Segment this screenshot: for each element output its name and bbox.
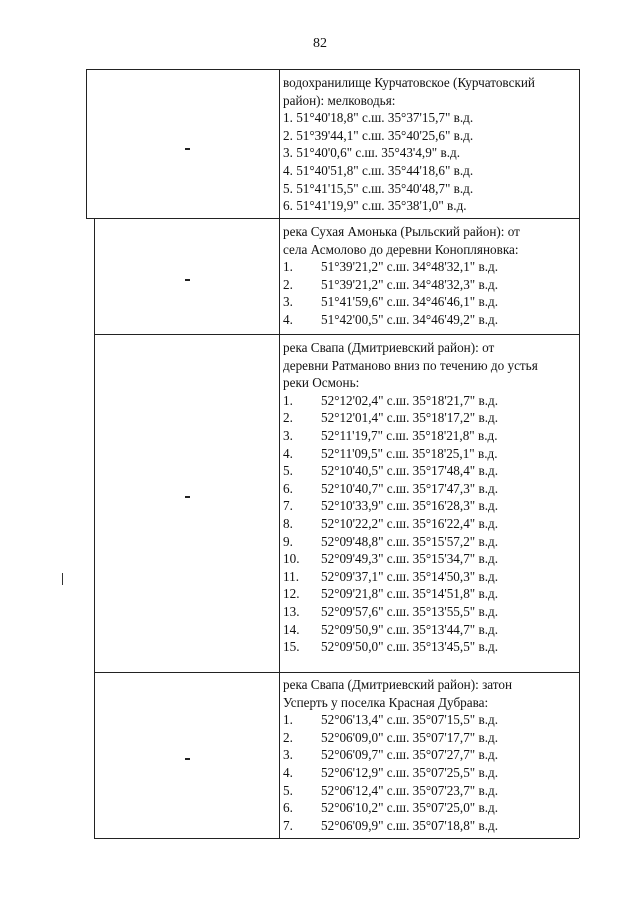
point-number: 1. [283, 110, 293, 126]
table-left-border [86, 69, 87, 219]
point-number: 5. [283, 180, 293, 196]
point-number: 3. [283, 294, 293, 310]
point-number: 3. [283, 145, 293, 161]
list-item [283, 127, 579, 145]
point-number: 4. [283, 764, 293, 780]
point-coordinate: 52°10'40,5" с.ш. 35°17'48,4" в.д. [321, 463, 498, 479]
point-number: 10. [283, 551, 300, 567]
row-title-line: деревни Ратманово вниз по течению до устья [283, 357, 538, 373]
list-item [283, 746, 579, 764]
point-coordinate: 52°09'57,6" с.ш. 35°13'55,5" в.д. [321, 603, 498, 619]
row-4-content [283, 676, 579, 834]
list-item [283, 480, 579, 498]
page-number: 82 [313, 36, 327, 51]
point-coordinate: 52°06'12,4" с.ш. 35°07'23,7" в.д. [321, 782, 498, 798]
point-coordinate: 51°42'00,5" с.ш. 34°46'49,2" в.д. [321, 311, 498, 327]
row-marker-1 [185, 148, 190, 150]
list-item [283, 497, 579, 515]
point-coordinate: 52°10'33,9" с.ш. 35°16'28,3" в.д. [321, 498, 498, 514]
list-item [283, 180, 579, 198]
list-item [283, 585, 579, 603]
point-coordinate: 51°41'15,5" с.ш. 35°40'48,7" в.д. [296, 180, 474, 196]
point-number: 4. [283, 445, 293, 461]
point-number: 1. [283, 712, 293, 728]
point-number: 1. [283, 392, 293, 408]
table-top-border [86, 69, 579, 70]
point-number: 7. [283, 498, 293, 514]
list-item [283, 764, 579, 782]
list-item [283, 533, 579, 551]
point-coordinate: 51°39'21,2" с.ш. 34°48'32,1" в.д. [321, 259, 498, 275]
list-item [283, 311, 579, 329]
point-number: 4. [283, 162, 293, 178]
point-number: 9. [283, 533, 293, 549]
point-number: 2. [283, 276, 293, 292]
list-item [283, 462, 579, 480]
list-item [283, 392, 579, 410]
list-item [283, 258, 579, 276]
point-coordinate: 51°39'44,1" с.ш. 35°40'25,6" в.д. [296, 127, 474, 143]
row-title-line: реки Осмонь: [283, 375, 360, 391]
point-coordinate: 51°41'19,9" с.ш. 35°38'1,0" в.д. [296, 198, 467, 214]
list-item [283, 427, 579, 445]
list-item [283, 621, 579, 639]
point-number: 5. [283, 782, 293, 798]
table-left-border-lower [94, 218, 95, 838]
point-coordinate: 52°10'40,7" с.ш. 35°17'47,3" в.д. [321, 480, 498, 496]
row-1-content [283, 74, 579, 215]
list-item [283, 711, 579, 729]
point-coordinate: 51°40'51,8" с.ш. 35°44'18,6" в.д. [296, 162, 474, 178]
point-coordinate: 52°09'50,9" с.ш. 35°13'44,7" в.д. [321, 621, 498, 637]
point-coordinate: 52°06'09,0" с.ш. 35°07'17,7" в.д. [321, 729, 498, 745]
point-coordinate: 52°06'12,9" с.ш. 35°07'25,5" в.д. [321, 764, 498, 780]
margin-mark [62, 573, 63, 585]
point-coordinate: 52°06'09,9" с.ш. 35°07'18,8" в.д. [321, 817, 498, 833]
point-number: 6. [283, 800, 293, 816]
row-title-line: река Свапа (Дмитриевский район): от [283, 340, 495, 355]
point-number: 14. [283, 621, 300, 637]
list-item [283, 197, 579, 215]
point-coordinate: 52°06'10,2" с.ш. 35°07'25,0" в.д. [321, 800, 498, 816]
list-item [283, 276, 579, 294]
point-number: 15. [283, 639, 300, 655]
list-item [283, 603, 579, 621]
point-number: 2. [283, 127, 293, 143]
point-number: 7. [283, 817, 293, 833]
point-number: 12. [283, 586, 300, 602]
list-item [283, 550, 579, 568]
point-number: 8. [283, 515, 293, 531]
point-coordinate: 52°09'37,1" с.ш. 35°14'50,3" в.д. [321, 568, 498, 584]
list-item [283, 409, 579, 427]
point-number: 11. [283, 568, 299, 584]
row-title-line: река Свапа (Дмитриевский район): затон [283, 677, 513, 692]
list-item [283, 109, 579, 127]
point-coordinate: 52°11'09,5" с.ш. 35°18'25,1" в.д. [321, 445, 498, 461]
table-column-divider [279, 69, 280, 838]
row-divider-3 [94, 672, 579, 673]
point-coordinate: 52°06'13,4" с.ш. 35°07'15,5" в.д. [321, 712, 498, 728]
list-item [283, 144, 579, 162]
row-marker-2 [185, 279, 190, 281]
point-number: 6. [283, 198, 293, 214]
list-item [283, 638, 579, 656]
table-bottom-border [94, 838, 579, 839]
point-number: 13. [283, 603, 300, 619]
point-coordinate: 51°39'21,2" с.ш. 34°48'32,3" в.д. [321, 276, 498, 292]
list-item [283, 293, 579, 311]
list-item [283, 515, 579, 533]
point-number: 6. [283, 480, 293, 496]
point-number: 5. [283, 463, 293, 479]
point-coordinate: 52°09'49,3" с.ш. 35°15'34,7" в.д. [321, 551, 498, 567]
point-coordinate: 51°40'0,6" с.ш. 35°43'4,9" в.д. [296, 145, 460, 161]
point-number: 2. [283, 729, 293, 745]
row-divider-1 [86, 218, 579, 219]
point-coordinate: 51°41'59,6" с.ш. 34°46'46,1" в.д. [321, 294, 498, 310]
point-coordinate: 51°40'18,8" с.ш. 35°37'15,7" в.д. [296, 110, 474, 126]
list-item [283, 782, 579, 800]
list-item [283, 799, 579, 817]
list-item [283, 445, 579, 463]
point-coordinate: 52°06'09,7" с.ш. 35°07'27,7" в.д. [321, 747, 498, 763]
list-item [283, 568, 579, 586]
row-marker-4 [185, 758, 190, 760]
point-number: 4. [283, 311, 293, 327]
point-number: 2. [283, 410, 293, 426]
row-3-content [283, 339, 579, 656]
point-coordinate: 52°09'50,0" с.ш. 35°13'45,5" в.д. [321, 639, 498, 655]
row-title-line: район): мелководья: [283, 92, 396, 108]
row-2-content [283, 223, 579, 329]
point-coordinate: 52°09'48,8" с.ш. 35°15'57,2" в.д. [321, 533, 498, 549]
point-number: 3. [283, 427, 293, 443]
point-coordinate: 52°12'02,4" с.ш. 35°18'21,7" в.д. [321, 392, 498, 408]
point-coordinate: 52°09'21,8" с.ш. 35°14'51,8" в.д. [321, 586, 498, 602]
list-item [283, 162, 579, 180]
row-divider-2 [94, 334, 579, 335]
row-title-line: села Асмолово до деревни Конопляновка: [283, 241, 519, 257]
list-item [283, 729, 579, 747]
row-marker-3 [185, 496, 190, 498]
row-title-line: водохранилище Курчатовское (Курчатовский [283, 75, 535, 90]
table-right-border [579, 69, 580, 838]
point-number: 1. [283, 259, 293, 275]
row-title-line: река Сухая Амонька (Рыльский район): от [283, 224, 520, 239]
point-coordinate: 52°11'19,7" с.ш. 35°18'21,8" в.д. [321, 427, 498, 443]
point-coordinate: 52°12'01,4" с.ш. 35°18'17,2" в.д. [321, 410, 498, 426]
point-number: 3. [283, 747, 293, 763]
point-coordinate: 52°10'22,2" с.ш. 35°16'22,4" в.д. [321, 515, 498, 531]
list-item [283, 817, 579, 835]
row-title-line: Усперть у поселка Красная Дубрава: [283, 694, 489, 710]
